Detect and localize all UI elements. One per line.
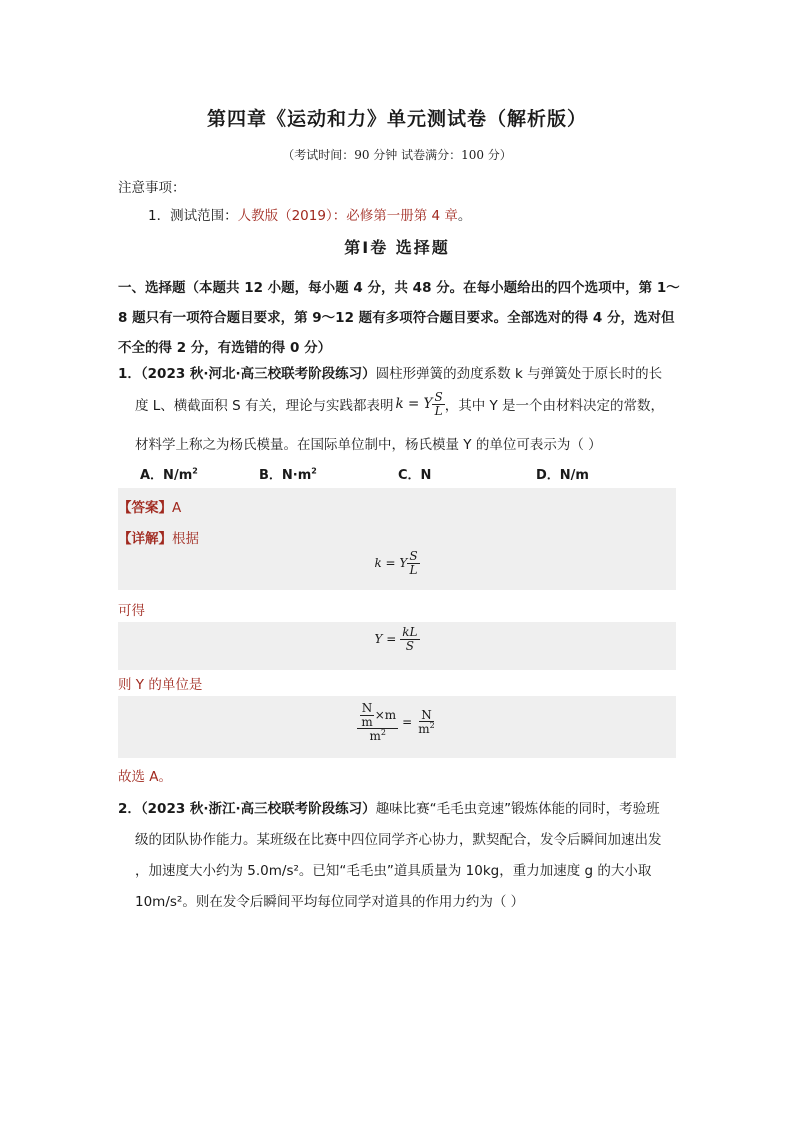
equation-2-lhs: Y =	[374, 632, 397, 647]
answer-shade	[118, 488, 676, 520]
question-text: 趣味比赛“毛毛虫竞速”锻炼体能的同时，考验班	[375, 801, 660, 817]
option-b[interactable]	[259, 464, 317, 483]
option-a-label: A．N/m	[140, 468, 193, 483]
section-title: 第Ⅰ卷 选择题	[344, 238, 450, 257]
option-b-label: B．N·m	[259, 468, 312, 483]
question-text: 度 L、横截面积 S 有关，理论与实践都表明	[135, 398, 394, 414]
equation-1	[118, 550, 676, 576]
equation-3-inner-denominator: m	[361, 714, 373, 729]
equation-3-right-denominator	[416, 722, 436, 736]
notice-item-1	[148, 204, 471, 224]
equation-2	[118, 626, 676, 652]
answer-value: A	[172, 500, 182, 516]
equation-3-equals: =	[402, 715, 413, 730]
step-2-text: 可得	[118, 603, 145, 619]
option-b-sup: 2	[311, 466, 317, 476]
question-number: 2．	[118, 801, 141, 817]
equation-3-left-denominator	[367, 729, 387, 743]
instructions-line-1: 一、选择题（本题共 12 小题，每小题 4 分，共 48 分。在每小题给出的四个选项中，第 1～	[118, 280, 680, 296]
instructions-line-2: 8 题只有一项符合题目要求，第 9～12 题有多项符合题目要求。全部选对的得 4 分，选对但	[118, 310, 675, 326]
option-a[interactable]	[140, 464, 198, 483]
notice-end: 。	[457, 208, 472, 224]
equation-3-right-numerator: N	[421, 707, 432, 722]
question-text: ，其中 Y 是一个由材料决定的常数，	[444, 398, 665, 414]
detail-label: 【详解】	[118, 531, 172, 547]
formula-fraction	[432, 391, 444, 417]
notice-chapter: 第 4 章	[413, 208, 458, 224]
question-2-line-1	[118, 797, 660, 817]
detail-text: 根据	[172, 531, 199, 547]
equation-3-rhs-den-sup: 2	[429, 721, 435, 731]
instructions-line-3: 不全的得 2 分，有选错的得 0 分）	[118, 340, 332, 356]
equation-3	[118, 702, 676, 743]
answer-line	[118, 496, 181, 516]
document-title: 第四章《运动和力》单元测试卷（解析版）	[206, 108, 587, 130]
equation-3-right-fraction	[416, 709, 436, 736]
notice-scope: 人教版（2019）：必修第一册	[237, 208, 414, 224]
equation-1-numerator: S	[409, 549, 418, 563]
question-source: （2023 秋·浙江·高三校联考阶段练习）	[140, 801, 376, 817]
formula-lhs: k = Y	[395, 396, 433, 412]
equation-3-left-fraction	[357, 702, 398, 743]
option-a-sup: 2	[192, 466, 198, 476]
question-2-line-3: ，加速度大小约为 5.0m/s²。已知“毛毛虫”道具质量为 10kg，重力加速度 g 的大小取	[135, 863, 652, 879]
notice-item-prefix: 1．测试范围：	[148, 208, 238, 224]
equation-2-denominator: S	[405, 638, 414, 653]
equation-3-rhs-den: m	[418, 722, 430, 737]
exam-info: （考试时间：90 分钟 试卷满分：100 分）	[282, 148, 512, 162]
question-1-line-1	[118, 362, 662, 382]
formula-numerator: S	[434, 389, 443, 404]
equation-3-left-numerator	[357, 702, 398, 729]
equation-3-outer-den-sup: 2	[380, 728, 386, 738]
option-c[interactable]: C．N	[398, 468, 432, 483]
question-number: 1．	[118, 366, 141, 382]
notice-heading: 注意事项：	[118, 180, 186, 196]
question-2-line-2: 级的团队协作能力。某班级在比赛中四位同学齐心协力，默契配合，发令后瞬间加速出发	[135, 832, 662, 848]
formula-denominator: L	[434, 403, 443, 418]
detail-line	[118, 527, 199, 547]
equation-1-fraction	[407, 550, 419, 576]
option-d[interactable]: D．N/m	[536, 468, 589, 483]
question-text: 圆柱形弹簧的劲度系数 k 与弹簧处于原长时的长	[375, 366, 663, 382]
equation-1-lhs: k = Y	[374, 556, 408, 571]
equation-3-times: ×m	[374, 707, 397, 722]
answer-label: 【答案】	[118, 500, 172, 516]
equation-1-denominator: L	[409, 562, 418, 577]
step-3-text: 则 Y 的单位是	[118, 677, 203, 693]
equation-2-numerator: kL	[402, 625, 418, 639]
equation-3-outer-den: m	[369, 729, 381, 744]
question-1-line-2	[135, 386, 664, 422]
question-2-line-4: 10m/s²。则在发令后瞬间平均每位同学对道具的作用力约为（ ）	[135, 894, 525, 910]
equation-2-fraction	[400, 626, 419, 652]
equation-3-inner-fraction	[359, 702, 374, 728]
conclusion-text: 故选 A。	[118, 769, 173, 785]
question-1-line-3: 材料学上称之为杨氏模量。在国际单位制中，杨氏模量 Y 的单位可表示为（ ）	[135, 437, 602, 453]
question-source: （2023 秋·河北·高三校联考阶段练习）	[140, 366, 376, 382]
equation-3-inner-numerator: N	[361, 701, 373, 715]
